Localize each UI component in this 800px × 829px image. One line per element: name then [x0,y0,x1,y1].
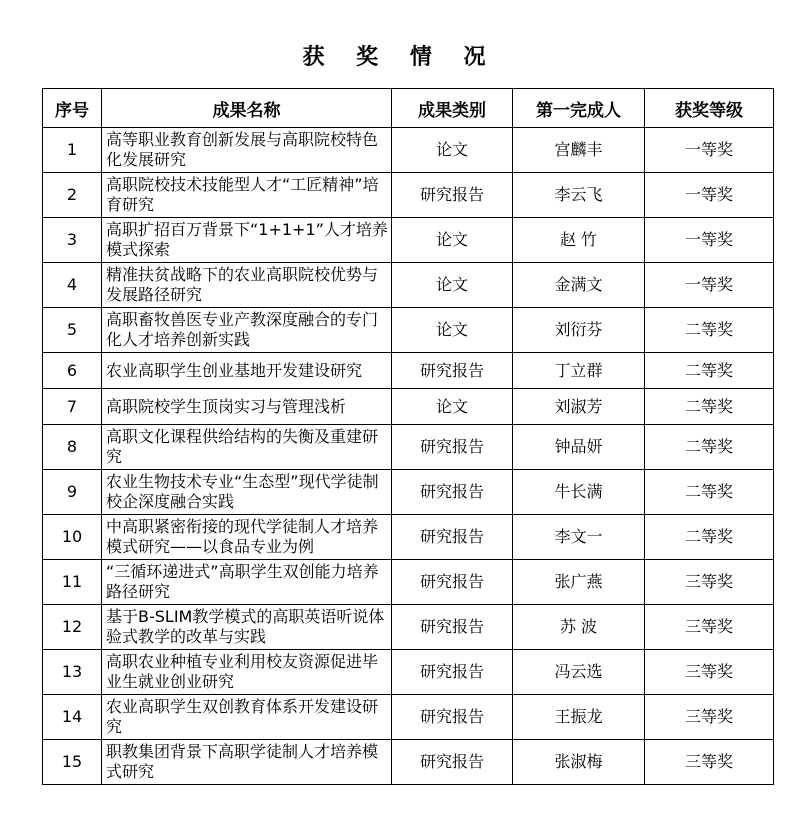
cell-category: 研究报告 [392,695,513,740]
awards-table [42,88,774,785]
cell-level: 一等奖 [645,218,774,263]
cell-name: 中高职紧密衔接的现代学徒制人才培养模式研究——以食品专业为例 [102,515,392,560]
table-row [43,470,774,515]
header-name: 成果名称 [102,89,392,128]
cell-name: 精准扶贫战略下的农业高职院校优势与发展路径研究 [102,263,392,308]
table-row [43,218,774,263]
cell-level: 一等奖 [645,128,774,173]
table-row [43,308,774,353]
cell-level: 二等奖 [645,353,774,389]
cell-name: 基于B-SLIM教学模式的高职英语听说体验式教学的改革与实践 [102,605,392,650]
cell-category: 研究报告 [392,650,513,695]
table-row [43,173,774,218]
cell-person: 冯云选 [513,650,645,695]
cell-category: 研究报告 [392,425,513,470]
cell-no: 7 [43,389,102,425]
cell-name: 高职院校技术技能型人才“工匠精神”培育研究 [102,173,392,218]
cell-no: 6 [43,353,102,389]
cell-level: 二等奖 [645,389,774,425]
cell-no: 12 [43,605,102,650]
cell-no: 9 [43,470,102,515]
table-row [43,695,774,740]
cell-level: 一等奖 [645,173,774,218]
table-row [43,389,774,425]
cell-category: 论文 [392,389,513,425]
cell-category: 论文 [392,218,513,263]
header-no: 序号 [43,89,102,128]
cell-person: 张广燕 [513,560,645,605]
cell-name: 农业高职学生双创教育体系开发建设研究 [102,695,392,740]
cell-person: 张淑梅 [513,740,645,785]
table-row [43,560,774,605]
cell-person: 刘衍芬 [513,308,645,353]
cell-category: 研究报告 [392,470,513,515]
cell-category: 研究报告 [392,740,513,785]
cell-name: 农业生物技术专业“生态型”现代学徒制校企深度融合实践 [102,470,392,515]
cell-person: 王振龙 [513,695,645,740]
cell-person: 宫麟丰 [513,128,645,173]
cell-name: “三循环递进式”高职学生双创能力培养路径研究 [102,560,392,605]
cell-category: 研究报告 [392,353,513,389]
cell-level: 二等奖 [645,470,774,515]
cell-no: 1 [43,128,102,173]
cell-level: 三等奖 [645,560,774,605]
cell-no: 2 [43,173,102,218]
cell-level: 三等奖 [645,605,774,650]
cell-no: 11 [43,560,102,605]
table-row [43,605,774,650]
table-row [43,650,774,695]
cell-person: 丁立群 [513,353,645,389]
header-person: 第一完成人 [513,89,645,128]
cell-person: 李云飞 [513,173,645,218]
cell-name: 高职畜牧兽医专业产教深度融合的专门化人才培养创新实践 [102,308,392,353]
cell-person: 刘淑芳 [513,389,645,425]
cell-no: 4 [43,263,102,308]
table-row [43,353,774,389]
table-row [43,263,774,308]
table-header-row [43,89,774,128]
cell-level: 三等奖 [645,650,774,695]
cell-person: 金满文 [513,263,645,308]
header-level: 获奖等级 [645,89,774,128]
cell-no: 3 [43,218,102,263]
cell-name: 高等职业教育创新发展与高职院校特色化发展研究 [102,128,392,173]
cell-no: 10 [43,515,102,560]
table-row [43,740,774,785]
cell-no: 8 [43,425,102,470]
cell-no: 15 [43,740,102,785]
cell-name: 农业高职学生创业基地开发建设研究 [102,353,392,389]
cell-category: 论文 [392,308,513,353]
cell-no: 14 [43,695,102,740]
cell-name: 高职院校学生顶岗实习与管理浅析 [102,389,392,425]
cell-person: 李文一 [513,515,645,560]
page-title: 获 奖 情 况 [302,45,498,70]
cell-name: 高职文化课程供给结构的失衡及重建研究 [102,425,392,470]
cell-level: 一等奖 [645,263,774,308]
cell-person: 钟品妍 [513,425,645,470]
table-row [43,515,774,560]
cell-category: 研究报告 [392,560,513,605]
cell-name: 高职扩招百万背景下“1+1+1”人才培养模式探索 [102,218,392,263]
header-category: 成果类别 [392,89,513,128]
cell-category: 研究报告 [392,605,513,650]
cell-name: 高职农业种植专业利用校友资源促进毕业生就业创业研究 [102,650,392,695]
cell-level: 二等奖 [645,308,774,353]
cell-level: 三等奖 [645,695,774,740]
cell-level: 三等奖 [645,740,774,785]
cell-category: 论文 [392,128,513,173]
cell-name: 职教集团背景下高职学徒制人才培养模式研究 [102,740,392,785]
cell-person: 苏 波 [513,605,645,650]
cell-category: 论文 [392,263,513,308]
cell-no: 13 [43,650,102,695]
cell-level: 二等奖 [645,425,774,470]
cell-level: 二等奖 [645,515,774,560]
cell-person: 牛长满 [513,470,645,515]
cell-person: 赵 竹 [513,218,645,263]
cell-category: 研究报告 [392,515,513,560]
cell-category: 研究报告 [392,173,513,218]
table-row [43,128,774,173]
cell-no: 5 [43,308,102,353]
table-row [43,425,774,470]
